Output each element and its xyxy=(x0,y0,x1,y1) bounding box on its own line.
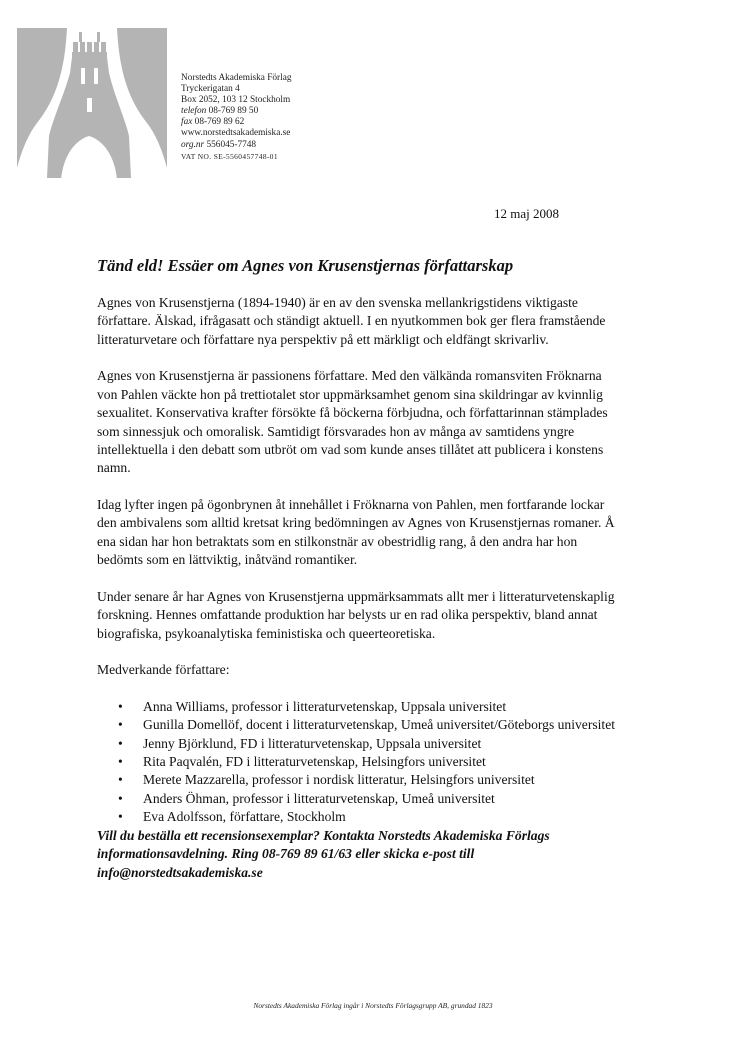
contributor-item: • Anna Williams, professor i litteraturvetenskap, Uppsala universitet xyxy=(97,698,625,716)
body-paragraph-3: Idag lyfter ingen på ögonbrynen åt innehållet i Fröknarna von Pahlen, men fortfarande lockar den ambivalens som alltid kretsat kring bedömningen av Agnes von Krusenstjernas romaner. Å ena sidan har hon betraktats som en stilkonstnär av obestridlig rang, å den andra har hon bedömts som en lättviktig, inåtvänd romantiker. xyxy=(97,497,615,568)
letter-date: 12 maj 2008 xyxy=(494,206,559,221)
address-line xyxy=(181,106,292,117)
castle-tower-logo-icon xyxy=(17,28,167,180)
address-line-label: fax xyxy=(181,117,193,128)
contributors-heading: Medverkande författare: xyxy=(97,662,230,678)
address-line-label: org.nr xyxy=(181,139,205,150)
address-line-value: Tryckerigatan 4 xyxy=(181,84,240,95)
address-line-value: Box 2052, 103 12 Stockholm xyxy=(181,95,291,106)
contributors-section xyxy=(97,661,625,826)
letterhead-address xyxy=(181,73,292,162)
address-line xyxy=(181,140,292,151)
body-paragraph-4: Under senare år har Agnes von Krusenstjerna uppmärksammats allt mer i litteraturvetenskaplig forskning. Hennes omfattande produktion har belysts ur en rad olika perspektiv, bland annat biografiska, psykoanalytiska feministiska och queerteoretiska. xyxy=(97,588,615,641)
page-footer: Norstedts Akademiska Förlag ingår i Norstedts Förlagsgrupp AB, grundad 1823 xyxy=(253,1001,493,1010)
address-line xyxy=(181,151,292,162)
address-line xyxy=(181,95,292,106)
address-line-value: Norstedts Akademiska Förlag xyxy=(181,73,292,83)
publisher-logo xyxy=(17,28,167,180)
address-line-value: 556045-7748 xyxy=(204,139,257,150)
address-line xyxy=(181,117,292,128)
contributor-item: • Merete Mazzarella, professor i nordisk litteratur, Helsingfors universitet xyxy=(97,771,625,789)
review-copy-callout: Vill du beställa ett recensionsexemplar? Kontakta Norstedts Akademiska Förlags informationsavdelning. Ring 08-769 89 61/63 eller skicka e-post till info@norstedtsakademiska.se xyxy=(97,827,550,880)
contributor-item: • Jenny Björklund, FD i litteraturvetenskap, Uppsala universitet xyxy=(97,735,625,753)
address-line-label: telefon xyxy=(181,106,207,117)
contributors-list xyxy=(97,698,625,827)
address-line-value: 08-769 89 62 xyxy=(192,117,245,128)
address-line-value: 08-769 89 50 xyxy=(206,106,259,117)
press-release-body xyxy=(97,294,625,900)
body-paragraph-2: Agnes von Krusenstjerna är passionens författare. Med den välkända romansviten Fröknarna von Pahlen väckte hon på trettiotalet stor uppmärksamhet genom sina skildringar av kvinnlig sexualitet. Konservativa krafter försökte få böckerna förbjudna, och författarinnan stämplades som sinnessjuk och omoralisk. Samtidigt försvarades hon av många av samtidens yngre intellektuella i den debatt som utbröt om vad som kunde anses tillåtet att publicera i konstens namn. xyxy=(97,368,608,476)
contributor-item: • Rita Paqvalén, FD i litteraturvetenskap, Helsingfors universitet xyxy=(97,753,625,771)
body-paragraph-1: Agnes von Krusenstjerna (1894-1940) är en av den svenska mellankrigstidens viktigaste författare. Älskad, ifrågasatt och ständigt aktuell. I en nyutkommen bok ger flera framstående litteraturvetare och författare nya perspektiv på ett märkligt och eldfängt skrivarliv. xyxy=(97,295,606,347)
address-line xyxy=(181,128,292,139)
contributor-item: • Gunilla Domellöf, docent i litteraturvetenskap, Umeå universitet/Göteborgs universitet xyxy=(97,716,625,734)
contributor-item: • Eva Adolfsson, författare, Stockholm xyxy=(97,808,625,826)
press-release-title: Tänd eld! Essäer om Agnes von Krusenstjernas författarskap xyxy=(97,256,514,275)
address-line-value: www.norstedtsakademiska.se xyxy=(181,128,291,139)
contributor-item: • Anders Öhman, professor i litteraturvetenskap, Umeå universitet xyxy=(97,790,625,808)
address-line xyxy=(181,84,292,95)
address-line xyxy=(181,73,292,84)
address-line-value: VAT NO. SE-5560457748-01 xyxy=(181,151,278,161)
